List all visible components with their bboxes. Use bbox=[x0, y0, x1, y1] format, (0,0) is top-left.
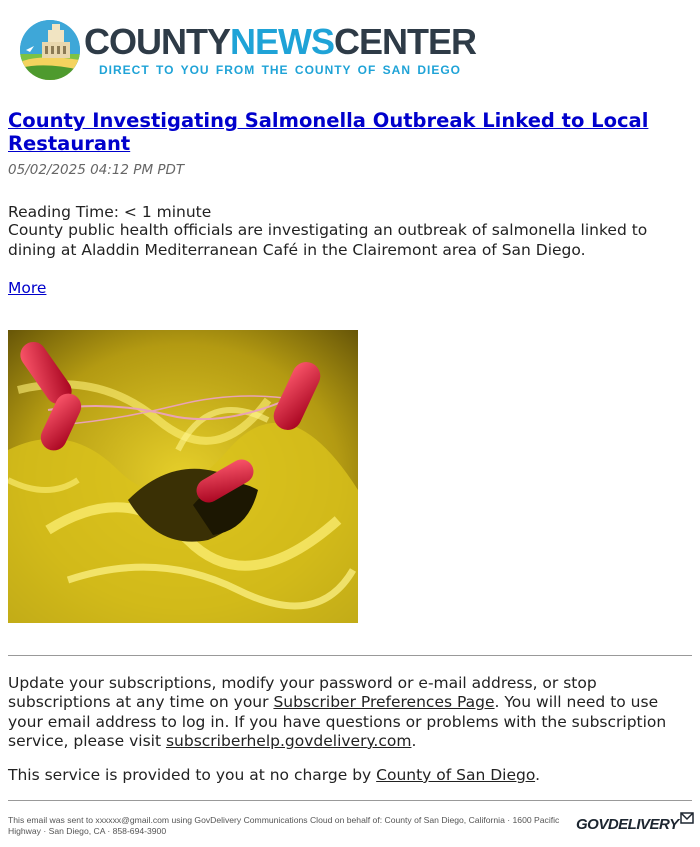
service-text-1: This service is provided to you at no charge by bbox=[8, 766, 377, 784]
article-date: 05/02/2025 04:12 PM PDT bbox=[8, 162, 185, 178]
county-news-center-logo[interactable] bbox=[20, 18, 477, 82]
more-link[interactable]: More bbox=[8, 279, 47, 297]
divider bbox=[8, 655, 692, 656]
govdelivery-wordmark: GOVDELIVERY bbox=[576, 816, 679, 833]
notice-text-3: . bbox=[411, 731, 417, 750]
notice-text-2: . You will need to use your email address to log in. If you have questions or problems with the subscription service, please visit bbox=[8, 693, 667, 750]
logo-wordmark bbox=[84, 22, 476, 62]
logo-word-county: COUNTY bbox=[84, 21, 230, 62]
govdelivery-logo[interactable] bbox=[576, 812, 696, 838]
subscription-notice bbox=[8, 674, 692, 751]
notice-text-1: Update your subscriptions, modify your password or e-mail address, or stop subscriptions at any time on your bbox=[8, 674, 597, 712]
subscriberhelp-link[interactable]: subscriberhelp.govdelivery.com bbox=[165, 731, 412, 750]
service-notice bbox=[8, 766, 692, 785]
envelope-icon bbox=[680, 812, 694, 824]
county-building-logo-icon bbox=[20, 20, 80, 80]
logo-tagline: DIRECT TO YOU FROM THE COUNTY OF SAN DIEGO bbox=[99, 63, 462, 77]
logo-word-news: NEWS bbox=[230, 21, 334, 62]
county-of-san-diego-link[interactable]: County of San Diego bbox=[376, 766, 536, 784]
article-summary: County public health officials are investigating an outbreak of salmonella linked to dining at Aladdin Mediterranean Café in the Clairemont area of San Diego. bbox=[8, 221, 648, 259]
service-text-2: . bbox=[535, 766, 541, 784]
article-title-link[interactable]: County Investigating Salmonella Outbreak Linked to Local Restaurant bbox=[8, 109, 649, 155]
salmonella-micrograph-image[interactable] bbox=[8, 330, 358, 623]
footer-divider bbox=[8, 800, 692, 801]
logo-word-center: CENTER bbox=[334, 21, 477, 62]
reading-time: Reading Time: < 1 minute bbox=[8, 203, 212, 221]
fine-print: This email was sent to xxxxxx@gmail.com using GovDelivery Communications Cloud on behalf of: County of San Diego, California · 1600 Pacific Highway · San Diego, CA · 858-694-3900 bbox=[8, 815, 560, 836]
subscriber-preferences-link[interactable]: Subscriber Preferences Page bbox=[273, 693, 495, 712]
